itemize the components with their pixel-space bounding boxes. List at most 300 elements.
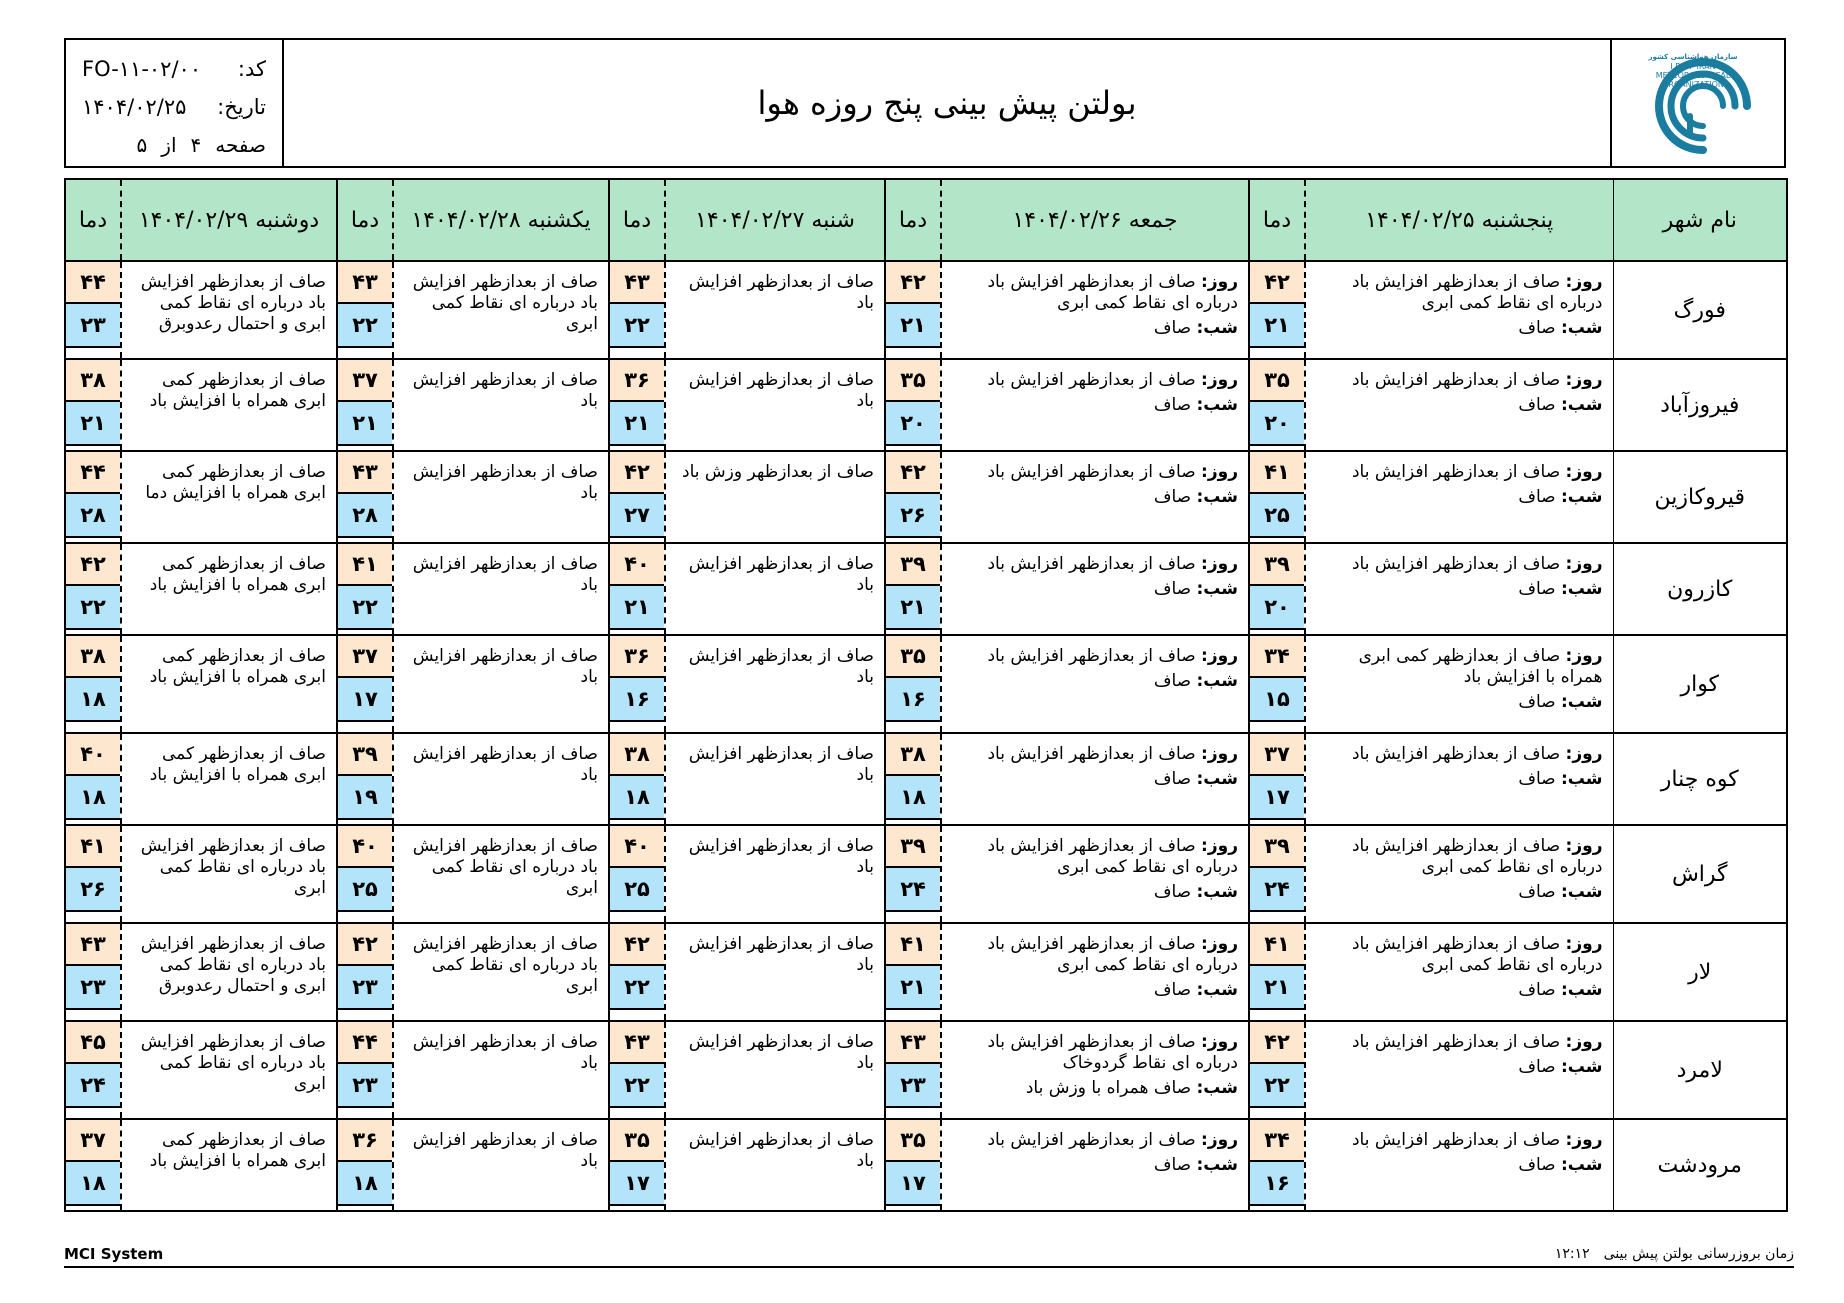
min-temperature: ۱۶	[610, 678, 664, 722]
night-label: شب:	[1196, 882, 1238, 902]
forecast-text: صاف از بعدازظهر افزایش باد درباره ای نقاط کمی ابری	[140, 836, 326, 898]
temperature-cell	[885, 923, 941, 1021]
forecast-cell	[121, 1119, 337, 1211]
day-label: روز:	[1201, 744, 1238, 764]
day-header-3: شنبه ۱۴۰۴/۰۲/۲۷	[665, 179, 885, 261]
temperature-cell	[65, 359, 121, 451]
day-forecast: صاف از بعدازظهر افزایش باد درباره ای نقاط کمی ابری	[1351, 272, 1603, 313]
min-temperature: ۲۳	[886, 1064, 940, 1108]
system-name: MCI System	[64, 1245, 164, 1263]
forecast-cell	[941, 733, 1249, 825]
temperature-cell	[337, 543, 393, 635]
temperature-cell	[609, 1021, 665, 1119]
forecast-cell	[941, 359, 1249, 451]
forecast-text: صاف از بعدازظهر افزایش باد درباره ای نقاط کمی ابری	[412, 934, 598, 996]
forecast-cell	[393, 923, 609, 1021]
temperature-cell	[1249, 261, 1305, 359]
max-temperature: ۴۴	[338, 1022, 392, 1064]
forecast-cell	[393, 1021, 609, 1119]
max-temperature: ۳۸	[66, 360, 120, 402]
forecast-cell	[1305, 825, 1613, 923]
day-label: روز:	[1565, 1032, 1603, 1052]
night-label: شب:	[1196, 1155, 1238, 1175]
max-temperature: ۳۸	[886, 734, 940, 776]
day-label: روز:	[1565, 744, 1603, 764]
forecast-text: صاف از بعدازظهر افزایش باد درباره ای نقاط کمی ابری و احتمال رعدوبرق	[140, 934, 326, 996]
city-name: کازرون	[1613, 543, 1787, 635]
forecast-text: صاف از بعدازظهر افزایش باد	[412, 554, 598, 595]
min-temperature: ۱۶	[886, 678, 940, 722]
forecast-text: صاف از بعدازظهر افزایش باد	[688, 934, 874, 975]
city-name: لار	[1613, 923, 1787, 1021]
forecast-cell	[121, 261, 337, 359]
min-temperature: ۲۰	[886, 402, 940, 446]
temperature-cell	[65, 1119, 121, 1211]
forecast-text: صاف از بعدازظهر وزش باد	[682, 462, 874, 482]
document-meta	[66, 40, 284, 166]
temperature-cell	[1249, 635, 1305, 733]
table-row	[65, 1119, 1787, 1211]
forecast-cell	[121, 923, 337, 1021]
logo-emblem-icon	[1618, 46, 1778, 162]
max-temperature: ۴۰	[610, 544, 664, 586]
temperature-cell	[65, 733, 121, 825]
forecast-text: صاف از بعدازظهر افزایش باد	[412, 370, 598, 411]
max-temperature: ۴۲	[66, 544, 120, 586]
day-forecast: صاف از بعدازظهر افزایش باد	[987, 1130, 1196, 1150]
min-temperature: ۲۲	[610, 1064, 664, 1108]
min-temperature: ۲۲	[610, 966, 664, 1010]
night-forecast: صاف	[1518, 769, 1556, 789]
temperature-cell	[1249, 543, 1305, 635]
max-temperature: ۴۴	[66, 262, 120, 304]
temperature-cell	[609, 261, 665, 359]
min-temperature: ۱۸	[66, 1162, 120, 1206]
meteorological-organization-logo	[1610, 40, 1784, 166]
forecast-cell	[665, 1119, 885, 1211]
night-forecast: صاف	[1518, 1155, 1556, 1175]
night-label: شب:	[1196, 395, 1238, 415]
min-temperature: ۲۴	[886, 868, 940, 912]
min-temperature: ۲۱	[1250, 966, 1304, 1010]
max-temperature: ۴۱	[1250, 452, 1304, 494]
forecast-text: صاف از بعدازظهر افزایش باد	[688, 554, 874, 595]
forecast-text: صاف از بعدازظهر کمی ابری همراه با افزایش باد	[149, 1130, 326, 1171]
forecast-cell	[665, 261, 885, 359]
min-temperature: ۲۲	[1250, 1064, 1304, 1108]
forecast-cell	[665, 1021, 885, 1119]
day-label: روز:	[1201, 272, 1238, 292]
max-temperature: ۳۹	[1250, 544, 1304, 586]
max-temperature: ۳۷	[338, 636, 392, 678]
min-temperature: ۱۷	[610, 1162, 664, 1206]
day-forecast: صاف از بعدازظهر افزایش باد درباره ای نقاط کمی ابری	[987, 272, 1238, 313]
forecast-cell	[941, 825, 1249, 923]
forecast-cell	[941, 261, 1249, 359]
temperature-cell	[885, 359, 941, 451]
forecast-cell	[121, 451, 337, 543]
max-temperature: ۴۲	[886, 452, 940, 494]
forecast-cell	[1305, 1021, 1613, 1119]
day-forecast: صاف از بعدازظهر افزایش باد	[987, 462, 1196, 482]
max-temperature: ۳۶	[610, 636, 664, 678]
city-name: لامرد	[1613, 1021, 1787, 1119]
forecast-cell	[665, 635, 885, 733]
min-temperature: ۲۱	[338, 402, 392, 446]
max-temperature: ۳۹	[886, 544, 940, 586]
update-time: ۱۲:۱۲	[1554, 1246, 1590, 1262]
max-temperature: ۴۰	[610, 826, 664, 868]
min-temperature: ۲۱	[610, 586, 664, 630]
forecast-cell	[393, 261, 609, 359]
forecast-text: صاف از بعدازظهر افزایش باد	[688, 370, 874, 411]
forecast-text: صاف از بعدازظهر افزایش باد	[412, 1032, 598, 1073]
night-forecast: صاف	[1518, 980, 1556, 1000]
night-forecast: صاف	[1518, 692, 1556, 712]
max-temperature: ۳۵	[886, 360, 940, 402]
page-total: ۵	[136, 133, 148, 157]
min-temperature: ۲۴	[1250, 868, 1304, 912]
date-value: ۱۴۰۴/۰۲/۲۵	[82, 95, 187, 119]
min-temperature: ۲۱	[886, 304, 940, 348]
night-forecast: صاف همراه با وزش باد	[1025, 1078, 1192, 1098]
forecast-cell	[665, 923, 885, 1021]
night-forecast: صاف	[1518, 882, 1556, 902]
day-label: روز:	[1565, 836, 1603, 856]
page-label: صفحه	[215, 133, 266, 157]
day-forecast: صاف از بعدازظهر افزایش باد	[987, 744, 1196, 764]
forecast-cell	[665, 451, 885, 543]
temperature-cell	[1249, 825, 1305, 923]
forecast-cell	[1305, 733, 1613, 825]
max-temperature: ۳۶	[338, 1120, 392, 1162]
day-label: روز:	[1201, 554, 1238, 574]
day-label: روز:	[1201, 370, 1238, 390]
day-forecast: صاف از بعدازظهر افزایش باد درباره ای نقاط کمی ابری	[987, 836, 1238, 877]
day-forecast: صاف از بعدازظهر افزایش باد	[987, 370, 1196, 390]
min-temperature: ۱۷	[338, 678, 392, 722]
forecast-cell	[393, 1119, 609, 1211]
forecast-cell	[121, 825, 337, 923]
min-temperature: ۲۶	[66, 868, 120, 912]
night-label: شب:	[1196, 671, 1238, 691]
forecast-cell	[393, 359, 609, 451]
forecast-cell	[941, 635, 1249, 733]
temperature-cell	[609, 635, 665, 733]
night-forecast: صاف	[1518, 318, 1556, 338]
logo-text-en-1: I.R.OF IRAN	[1670, 62, 1716, 71]
day-forecast: صاف از بعدازظهر افزایش باد	[1351, 1032, 1561, 1052]
max-temperature: ۳۸	[610, 734, 664, 776]
night-label: شب:	[1560, 980, 1603, 1000]
max-temperature: ۴۱	[1250, 924, 1304, 966]
day-label: روز:	[1565, 370, 1603, 390]
max-temperature: ۴۳	[610, 262, 664, 304]
temperature-cell	[337, 923, 393, 1021]
table-header-row	[65, 179, 1787, 261]
forecast-text: صاف از بعدازظهر افزایش باد	[688, 1130, 874, 1171]
forecast-cell	[941, 451, 1249, 543]
min-temperature: ۲۳	[66, 966, 120, 1010]
night-label: شب:	[1560, 318, 1603, 338]
page-footer	[64, 1242, 1794, 1268]
min-temperature: ۲۵	[610, 868, 664, 912]
night-label: شب:	[1560, 882, 1603, 902]
forecast-cell	[393, 825, 609, 923]
day-label: روز:	[1201, 462, 1238, 482]
temperature-cell	[337, 261, 393, 359]
max-temperature: ۴۰	[338, 826, 392, 868]
min-temperature: ۲۰	[1250, 586, 1304, 630]
day-forecast: صاف از بعدازظهر افزایش باد درباره ای نقاط کمی ابری	[1351, 836, 1603, 877]
day-header-1: پنجشنبه ۱۴۰۴/۰۲/۲۵	[1305, 179, 1613, 261]
forecast-cell	[1305, 923, 1613, 1021]
night-label: شب:	[1560, 1155, 1603, 1175]
temperature-cell	[65, 923, 121, 1021]
day-forecast: صاف از بعدازظهر افزایش باد درباره ای نقاط کمی ابری	[987, 934, 1238, 975]
city-name: گراش	[1613, 825, 1787, 923]
forecast-text: صاف از بعدازظهر کمی ابری همراه با افزایش باد	[149, 370, 326, 411]
table-row	[65, 261, 1787, 359]
min-temperature: ۲۳	[66, 304, 120, 348]
min-temperature: ۲۲	[338, 586, 392, 630]
temperature-cell	[65, 543, 121, 635]
temperature-cell	[337, 733, 393, 825]
min-temperature: ۲۲	[66, 586, 120, 630]
min-temperature: ۱۵	[1250, 678, 1304, 722]
temperature-cell	[885, 825, 941, 923]
day-label: روز:	[1565, 1130, 1603, 1150]
night-label: شب:	[1196, 579, 1238, 599]
night-label: شب:	[1560, 579, 1603, 599]
forecast-cell	[941, 543, 1249, 635]
forecast-cell	[393, 543, 609, 635]
temperature-cell	[337, 825, 393, 923]
max-temperature: ۴۰	[66, 734, 120, 776]
max-temperature: ۴۳	[886, 1022, 940, 1064]
forecast-cell	[941, 923, 1249, 1021]
temperature-cell	[609, 359, 665, 451]
temperature-cell	[885, 733, 941, 825]
night-forecast: صاف	[1153, 882, 1192, 902]
night-forecast: صاف	[1153, 487, 1192, 507]
temperature-cell	[1249, 1021, 1305, 1119]
max-temperature: ۴۱	[66, 826, 120, 868]
max-temperature: ۴۱	[338, 544, 392, 586]
temperature-cell	[885, 1021, 941, 1119]
table-row	[65, 825, 1787, 923]
night-forecast: صاف	[1153, 671, 1192, 691]
date-label: تاریخ:	[217, 95, 266, 119]
table-row	[65, 543, 1787, 635]
min-temperature: ۱۹	[338, 776, 392, 820]
night-forecast: صاف	[1153, 769, 1192, 789]
night-forecast: صاف	[1153, 980, 1192, 1000]
temperature-cell	[885, 635, 941, 733]
night-label: شب:	[1196, 1078, 1238, 1098]
code-label: کد:	[237, 57, 266, 81]
min-temperature: ۱۸	[66, 678, 120, 722]
min-temperature: ۲۸	[66, 494, 120, 538]
temp-header: دما	[885, 179, 941, 261]
min-temperature: ۲۲	[338, 304, 392, 348]
forecast-text: صاف از بعدازظهر افزایش باد	[688, 646, 874, 687]
day-label: روز:	[1201, 1130, 1238, 1150]
max-temperature: ۴۲	[886, 262, 940, 304]
max-temperature: ۳۷	[66, 1120, 120, 1162]
max-temperature: ۴۲	[1250, 262, 1304, 304]
forecast-cell	[941, 1021, 1249, 1119]
day-forecast: صاف از بعدازظهر افزایش باد درباره ای نقاط کمی ابری	[1351, 934, 1603, 975]
temperature-cell	[337, 359, 393, 451]
day-forecast: صاف از بعدازظهر افزایش باد	[987, 646, 1196, 666]
forecast-text: صاف از بعدازظهر کمی ابری همراه با افزایش باد	[149, 744, 326, 785]
logo-text-fa: سازمان هواشناسی کشور	[1648, 53, 1738, 61]
night-forecast: صاف	[1153, 318, 1192, 338]
max-temperature: ۴۲	[610, 924, 664, 966]
min-temperature: ۲۳	[338, 966, 392, 1010]
min-temperature: ۲۱	[66, 402, 120, 446]
temperature-cell	[1249, 451, 1305, 543]
day-label: روز:	[1565, 646, 1603, 666]
city-name: کوه چنار	[1613, 733, 1787, 825]
temperature-cell	[1249, 359, 1305, 451]
temperature-cell	[1249, 923, 1305, 1021]
update-label: زمان بروزرسانی بولتن پیش بینی	[1603, 1246, 1794, 1262]
forecast-cell	[1305, 261, 1613, 359]
forecast-cell	[121, 359, 337, 451]
day-label: روز:	[1201, 934, 1238, 954]
min-temperature: ۲۱	[886, 586, 940, 630]
day-label: روز:	[1565, 272, 1603, 292]
max-temperature: ۴۲	[610, 452, 664, 494]
forecast-text: صاف از بعدازظهر افزایش باد درباره ای نقاط کمی ابری و احتمال رعدوبرق	[140, 272, 326, 334]
update-info	[1555, 1246, 1794, 1262]
min-temperature: ۲۴	[66, 1064, 120, 1108]
forecast-cell	[393, 635, 609, 733]
day-forecast: صاف از بعدازظهر افزایش باد	[1351, 744, 1561, 764]
temp-header: دما	[609, 179, 665, 261]
page-current: ۴	[190, 133, 202, 157]
temperature-cell	[609, 923, 665, 1021]
min-temperature: ۲۰	[1250, 402, 1304, 446]
temperature-cell	[609, 733, 665, 825]
temp-header: دما	[337, 179, 393, 261]
temperature-cell	[65, 635, 121, 733]
max-temperature: ۳۴	[1250, 1120, 1304, 1162]
min-temperature: ۲۶	[886, 494, 940, 538]
page-of: از	[161, 133, 177, 157]
min-temperature: ۲۷	[610, 494, 664, 538]
max-temperature: ۴۳	[66, 924, 120, 966]
max-temperature: ۳۷	[338, 360, 392, 402]
min-temperature: ۲۳	[338, 1064, 392, 1108]
temp-header: دما	[1249, 179, 1305, 261]
temperature-cell	[609, 543, 665, 635]
forecast-text: صاف از بعدازظهر افزایش باد	[688, 744, 874, 785]
max-temperature: ۴۳	[610, 1022, 664, 1064]
forecast-cell	[941, 1119, 1249, 1211]
forecast-cell	[665, 359, 885, 451]
max-temperature: ۳۹	[886, 826, 940, 868]
night-forecast: صاف	[1518, 1057, 1556, 1077]
max-temperature: ۳۸	[66, 636, 120, 678]
forecast-cell	[393, 733, 609, 825]
forecast-cell	[393, 451, 609, 543]
day-forecast: صاف از بعدازظهر کمی ابری همراه با افزایش باد	[1358, 646, 1603, 687]
day-label: روز:	[1201, 836, 1238, 856]
temperature-cell	[1249, 1119, 1305, 1211]
logo-text-en-2: METEOROLOGICAL	[1655, 71, 1731, 80]
day-forecast: صاف از بعدازظهر افزایش باد درباره ای نقاط گردوخاک	[987, 1032, 1238, 1073]
max-temperature: ۳۶	[610, 360, 664, 402]
day-forecast: صاف از بعدازظهر افزایش باد	[1351, 462, 1561, 482]
night-label: شب:	[1196, 487, 1238, 507]
min-temperature: ۱۶	[1250, 1162, 1304, 1206]
table-row	[65, 635, 1787, 733]
forecast-text: صاف از بعدازظهر افزایش باد درباره ای نقاط کمی ابری	[140, 1032, 326, 1094]
temperature-cell	[609, 825, 665, 923]
forecast-text: صاف از بعدازظهر افزایش باد	[412, 462, 598, 503]
day-label: روز:	[1565, 554, 1603, 574]
forecast-table	[64, 178, 1788, 1212]
night-label: شب:	[1560, 1057, 1603, 1077]
forecast-text: صاف از بعدازظهر کمی ابری همراه با افزایش باد	[149, 554, 326, 595]
table-body	[65, 261, 1787, 1211]
page-title: بولتن پیش بینی پنج روزه هوا	[757, 84, 1137, 122]
forecast-text: صاف از بعدازظهر افزایش باد درباره ای نقاط کمی ابری	[412, 836, 598, 898]
min-temperature: ۱۸	[66, 776, 120, 820]
forecast-cell	[121, 1021, 337, 1119]
forecast-text: صاف از بعدازظهر افزایش باد	[412, 744, 598, 785]
night-label: شب:	[1560, 692, 1603, 712]
forecast-text: صاف از بعدازظهر افزایش باد	[688, 1032, 874, 1073]
city-name: فورگ	[1613, 261, 1787, 359]
min-temperature: ۲۸	[338, 494, 392, 538]
forecast-cell	[1305, 451, 1613, 543]
min-temperature: ۱۸	[338, 1162, 392, 1206]
temperature-cell	[337, 1021, 393, 1119]
bulletin-header	[64, 38, 1786, 168]
max-temperature: ۴۲	[1250, 1022, 1304, 1064]
forecast-cell	[665, 733, 885, 825]
table-row	[65, 923, 1787, 1021]
day-forecast: صاف از بعدازظهر افزایش باد	[1351, 554, 1561, 574]
day-label: روز:	[1565, 462, 1603, 482]
max-temperature: ۳۴	[1250, 636, 1304, 678]
night-forecast: صاف	[1153, 395, 1192, 415]
max-temperature: ۴۲	[338, 924, 392, 966]
table-row	[65, 733, 1787, 825]
forecast-cell	[1305, 635, 1613, 733]
temperature-cell	[337, 451, 393, 543]
temperature-cell	[337, 635, 393, 733]
forecast-text: صاف از بعدازظهر کمی ابری همراه با افزایش باد	[149, 646, 326, 687]
temperature-cell	[65, 1021, 121, 1119]
forecast-text: صاف از بعدازظهر افزایش باد	[412, 646, 598, 687]
day-header-2: جمعه ۱۴۰۴/۰۲/۲۶	[941, 179, 1249, 261]
day-forecast: صاف از بعدازظهر افزایش باد	[1351, 370, 1561, 390]
night-label: شب:	[1560, 395, 1603, 415]
max-temperature: ۴۴	[66, 452, 120, 494]
night-label: شب:	[1196, 318, 1238, 338]
night-forecast: صاف	[1518, 579, 1556, 599]
table-row	[65, 1021, 1787, 1119]
night-label: شب:	[1560, 487, 1603, 507]
max-temperature: ۳۹	[338, 734, 392, 776]
logo-text-en-3: ORGANIZATION	[1662, 80, 1724, 89]
forecast-cell	[665, 825, 885, 923]
